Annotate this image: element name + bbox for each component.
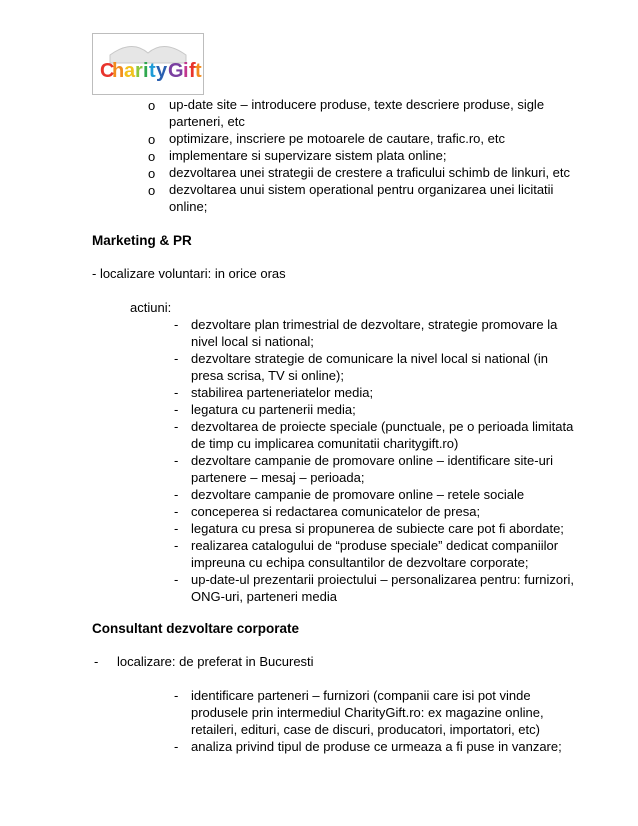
- list-item-line: dezvoltare campanie de promovare online – retele sociale: [191, 487, 525, 502]
- list-bullet-dash: -: [174, 385, 179, 400]
- charitygift-logo: [92, 33, 204, 95]
- list-item-line: realizarea catalogului de “produse speciale” dedicat companiilor: [191, 538, 559, 553]
- list-bullet-dash: -: [174, 453, 179, 468]
- list-item-line: nivel local si national;: [191, 334, 314, 349]
- list-item-line: ONG-uri, parteneri media: [191, 589, 337, 604]
- list-item-line: up-date site – introducere produse, texte descriere produse, sigle: [169, 97, 545, 112]
- list-bullet-o: o: [148, 98, 156, 113]
- list-bullet-dash: -: [174, 419, 179, 434]
- list-item-line: legatura cu partenerii media;: [191, 402, 356, 417]
- list-item-line: de timp cu implicarea comunitatii charitygift.ro): [191, 436, 459, 451]
- svg-text:y: y: [156, 60, 168, 82]
- list-item-line: dezvoltarea unui sistem operational pentru organizarea unei licitatii: [169, 182, 554, 197]
- list-bullet-dash: -: [174, 739, 179, 754]
- svg-text:h: h: [112, 60, 125, 82]
- list-item-line: presa scrisa, TV si online);: [191, 368, 344, 383]
- list-item-line: dezvoltarea unei strategii de crestere a traficului schimb de linkuri, etc: [169, 165, 571, 180]
- list-bullet-dash: -: [174, 487, 179, 502]
- svg-text:f: f: [189, 60, 196, 82]
- list-bullet-dash: -: [94, 654, 99, 669]
- list-bullet-dash: -: [174, 521, 179, 536]
- actiuni-label: actiuni:: [130, 300, 172, 315]
- list-bullet-o: o: [148, 132, 156, 147]
- list-item-line: dezvoltarea de proiecte speciale (punctuale, pe o perioada limitata: [191, 419, 574, 434]
- list-item-line: dezvoltare strategie de comunicare la nivel local si national (in: [191, 351, 548, 366]
- list-bullet-o: o: [148, 183, 156, 198]
- localizare-voluntari: - localizare voluntari: in orice oras: [92, 266, 286, 281]
- list-bullet-dash: -: [174, 538, 179, 553]
- list-bullet-dash: -: [174, 688, 179, 703]
- list-item-line: legatura cu presa si propunerea de subiecte care pot fi abordate;: [191, 521, 564, 536]
- list-item-line: parteneri, etc: [169, 114, 245, 129]
- list-item-line: identificare parteneri – furnizori (companii care isi pot vinde: [191, 688, 531, 703]
- svg-text:a: a: [124, 60, 136, 82]
- list-item-line: optimizare, inscriere pe motoarele de cautare, trafic.ro, etc: [169, 131, 505, 146]
- list-item-line: conceperea si redactarea comunicatelor de presa;: [191, 504, 481, 519]
- section-heading-marketing: Marketing & PR: [92, 233, 192, 248]
- svg-text:r: r: [135, 60, 143, 82]
- list-bullet-o: o: [148, 149, 156, 164]
- list-item-line: implementare si supervizare sistem plata online;: [169, 148, 447, 163]
- list-item-line: dezvoltare campanie de promovare online – identificare site-uri: [191, 453, 554, 468]
- svg-text:t: t: [149, 60, 156, 82]
- svg-text:i: i: [183, 60, 189, 82]
- list-bullet-o: o: [148, 166, 156, 181]
- section-heading-consultant: Consultant dezvoltare corporate: [92, 621, 300, 636]
- list-item-line: retaileri, edituri, case de discuri, producatori, importatori, etc): [191, 722, 540, 737]
- list-bullet-dash: -: [174, 351, 179, 366]
- svg-text:C: C: [100, 60, 115, 82]
- svg-text:t: t: [195, 60, 202, 82]
- list-bullet-dash: -: [174, 317, 179, 332]
- list-item-line: dezvoltare plan trimestrial de dezvoltare, strategie promovare la: [191, 317, 558, 332]
- svg-text:G: G: [168, 60, 184, 82]
- list-bullet-dash: -: [174, 504, 179, 519]
- list-item-line: stabilirea parteneriatelor media;: [191, 385, 374, 400]
- svg-text:i: i: [143, 60, 149, 82]
- list-bullet-dash: -: [174, 572, 179, 587]
- list-item-line: produsele prin intermediul CharityGift.ro: ex magazine online,: [191, 705, 544, 720]
- list-item-line: partenere – mesaj – perioada;: [191, 470, 365, 485]
- list-bullet-dash: -: [174, 402, 179, 417]
- list-item-line: analiza privind tipul de produse ce urmeaza a fi puse in vanzare;: [191, 739, 562, 754]
- list-item-line: online;: [169, 199, 208, 214]
- localizare-consultant: localizare: de preferat in Bucuresti: [117, 654, 314, 669]
- list-item-line: up-date-ul prezentarii proiectului – personalizarea pentru: furnizori,: [191, 572, 574, 587]
- list-item-line: impreuna cu echipa consultantilor de dezvoltare corporate;: [191, 555, 529, 570]
